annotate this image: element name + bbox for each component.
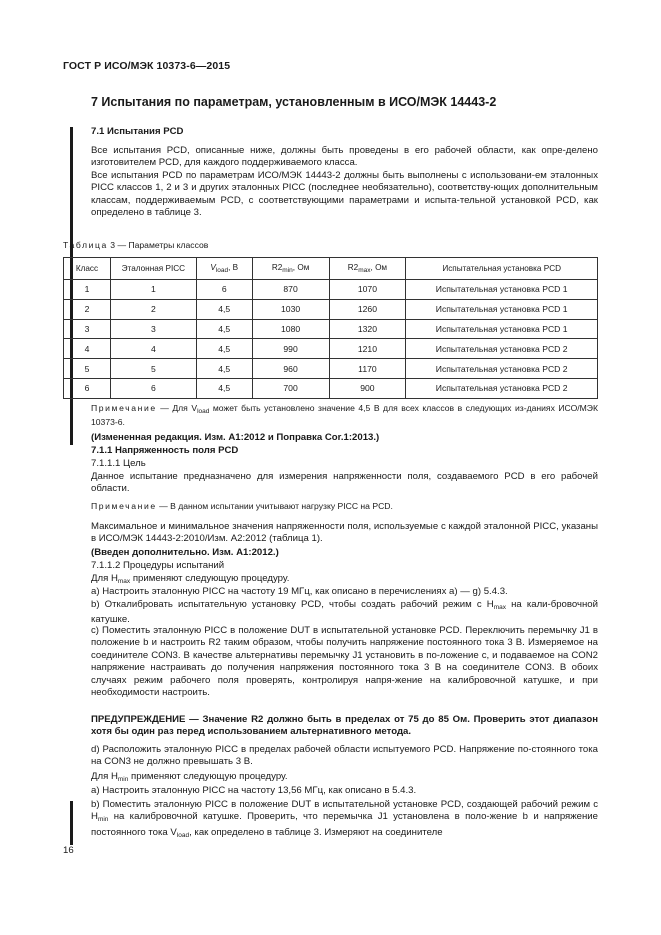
table-row [64, 299, 598, 319]
step-b-hmin: b) Поместить эталонную PICC в положение DUT в испытательной установке PCD, создающей рабочий режим с $H_{min}$ на калибровочной катушке. Проверить, что перемычка J1 установлена в поло-жение b и напряжение постоянного тока $V_{load}$, как определено в таблице 3. Измеряют на соединителе [91, 799, 598, 839]
table-cell: 1080 [252, 319, 329, 339]
table-cell: 1030 [252, 299, 329, 319]
step-d-hmax: d) Расположить эталонную PICC в пределах рабочей области испытуемого PCD. Напряжение по-стоянного тока на CON3 не должно превышать 3 В. [91, 744, 598, 768]
table-cell: 960 [252, 359, 329, 379]
subsection-title-7-1: 7.1 Испытания PCD [91, 126, 184, 137]
table-cell: 1210 [329, 339, 406, 359]
table-cell: 900 [329, 378, 406, 398]
step-b-hmax: b) Откалибровать испытательную установку PCD, чтобы создать рабочий режим с $H_{max}$ на кали-бровочной катушке. [91, 599, 598, 626]
warning: ПРЕДУПРЕЖДЕНИЕ — Значение R2 должно быть в пределах от 75 до 85 Ом. Проверить этот диапазон хотя бы один раз перед использованием альтернативного метода. [91, 714, 598, 738]
change-bar [70, 432, 73, 445]
page-number: 16 [63, 845, 74, 856]
paragraph-text: Максимальное и минимальное значения напряженности поля, используемые с каждой эталонной PICC, указаны в ИСО/МЭК 14443-2:2010/Изм. А2:2012 (таблица 1). [91, 521, 598, 545]
table-cell: 1320 [329, 319, 406, 339]
table-cell: 1260 [329, 299, 406, 319]
table-cell: 6 [64, 378, 111, 398]
table-row [64, 280, 598, 300]
table-cell: 6 [196, 280, 252, 300]
table-cell: Испытательная установка PCD 1 [406, 299, 598, 319]
table-cell: 5 [110, 359, 196, 379]
table-cell: 3 [110, 319, 196, 339]
table-cell: 700 [252, 378, 329, 398]
procedure-intro-hmin: Для $H_{min}$ применяют следующую процедуру. [91, 771, 288, 783]
table-cell: Испытательная установка PCD 2 [406, 359, 598, 379]
table-cell: 1070 [329, 280, 406, 300]
table-cell: 2 [64, 299, 111, 319]
table-cell: 1 [64, 280, 111, 300]
procedure-intro-hmax: Для $H_{max}$ применяют следующую процедуру. [91, 573, 290, 585]
subsection-title-7-1-1-1: 7.1.1.1 Цель [91, 458, 146, 469]
standard-header: ГОСТ Р ИСО/МЭК 10373-6—2015 [63, 60, 231, 72]
change-bar [70, 801, 73, 845]
paragraph-text: Все испытания PCD, описанные ниже, должны быть проведены в его рабочей области, как опре-делено изготовителем PCD, для каждого поддерживаемого класса. [91, 145, 598, 169]
table-row [64, 378, 598, 398]
column-header: Эталонная PICC [110, 258, 196, 280]
table-cell: 4,5 [196, 359, 252, 379]
table-header-row [64, 258, 598, 280]
table-row [64, 339, 598, 359]
column-header: $V_{load}$, В [196, 258, 252, 280]
table-cell: 1 [110, 280, 196, 300]
table-cell: 6 [110, 378, 196, 398]
table-cell: Испытательная установка PCD 2 [406, 339, 598, 359]
table-cell: 5 [64, 359, 111, 379]
field-note: Примечание — В данном испытании учитывают нагрузку PICC на PCD. [91, 501, 393, 511]
table-caption-label: Таблица [63, 240, 108, 250]
column-header: Испытательная установка PCD [406, 258, 598, 280]
paragraph [91, 170, 598, 220]
paragraph [91, 521, 598, 546]
table-cell: 4,5 [196, 339, 252, 359]
table-cell: 1170 [329, 359, 406, 379]
column-header: $R2_{max}$, Ом [329, 258, 406, 280]
table-row [64, 319, 598, 339]
subsection-title-7-1-1-2: 7.1.1.2 Процедуры испытаний [91, 560, 225, 571]
table-caption-text: 3 — Параметры классов [107, 240, 209, 250]
table-cell: 990 [252, 339, 329, 359]
table-cell: 4 [110, 339, 196, 359]
column-header: Класс [64, 258, 111, 280]
step-c-hmax: c) Поместить эталонную PICC в положение DUT в испытательной установке PCD. Переключить перемычку J1 в положение b и настроить R2 таким образом, чтобы получить напряжение постоянного тока 3 В. Измеряемое на соединителе CON3. В качестве альтернативы перемычку J1 установить в по-ложение с, и подаваемое на CON2 напряжение настраивать до получения напряжения постоянного тока 3 В на соединителе CON3. В обоих случаях режим рабочего поля проверять, контролируя напря-жение на калибровочной катушке, и при необходимости настроить. [91, 625, 598, 699]
amendment-note: (Введен дополнительно. Изм. А1:2012.) [91, 547, 279, 558]
class-parameters-table [63, 257, 598, 399]
table-cell: 4,5 [196, 378, 252, 398]
table-cell: 4 [64, 339, 111, 359]
paragraph-text: Все испытания PCD по параметрам ИСО/МЭК 14443-2 должны быть выполнены с использовани-ем эталонных PICC классов 1, 2 и 3 и других эталонных PICC (последнее необязательно), соответству-ющих дополнительным классам, поддерживаемым PCD, с соответствующими параметрами и испыта-тельной установкой PCD, как определено в таблице 3. [91, 170, 598, 219]
amendment-note: (Измененная редакция. Изм. А1:2012 и Поправка Cor.1:2013.) [91, 432, 380, 443]
step-a-hmin: a) Настроить эталонную PICC на частоту 13,56 МГц, как описано в 5.4.3. [91, 785, 417, 796]
paragraph [91, 145, 598, 170]
section-title: 7 Испытания по параметрам, установленным в ИСО/МЭК 14443-2 [91, 95, 497, 109]
table-cell: 2 [110, 299, 196, 319]
table-cell: 3 [64, 319, 111, 339]
table-cell: Испытательная установка PCD 1 [406, 319, 598, 339]
paragraph [91, 471, 598, 496]
table-cell: Испытательная установка PCD 2 [406, 378, 598, 398]
paragraph-text: Данное испытание предназначено для измерения напряженности поля, создаваемого PCD в его рабочей области. [91, 471, 598, 495]
table-cell: Испытательная установка PCD 1 [406, 280, 598, 300]
table-cell: 4,5 [196, 299, 252, 319]
table-note: Примечание — Для $V_{load}$ может быть установлено значение 4,5 В для всех классов в следующих из-даниях ИСО/МЭК 10373-6. [91, 403, 598, 427]
step-a-hmax: a) Настроить эталонную PICC на частоту 19 МГц, как описано в перечислениях а) — g) 5.4.3. [91, 586, 508, 597]
subsection-title-7-1-1: 7.1.1 Напряженность поля PCD [91, 445, 239, 456]
column-header: $R2_{min}$, Ом [252, 258, 329, 280]
table-caption [63, 240, 208, 250]
table-row [64, 359, 598, 379]
table-cell: 4,5 [196, 319, 252, 339]
table-cell: 870 [252, 280, 329, 300]
